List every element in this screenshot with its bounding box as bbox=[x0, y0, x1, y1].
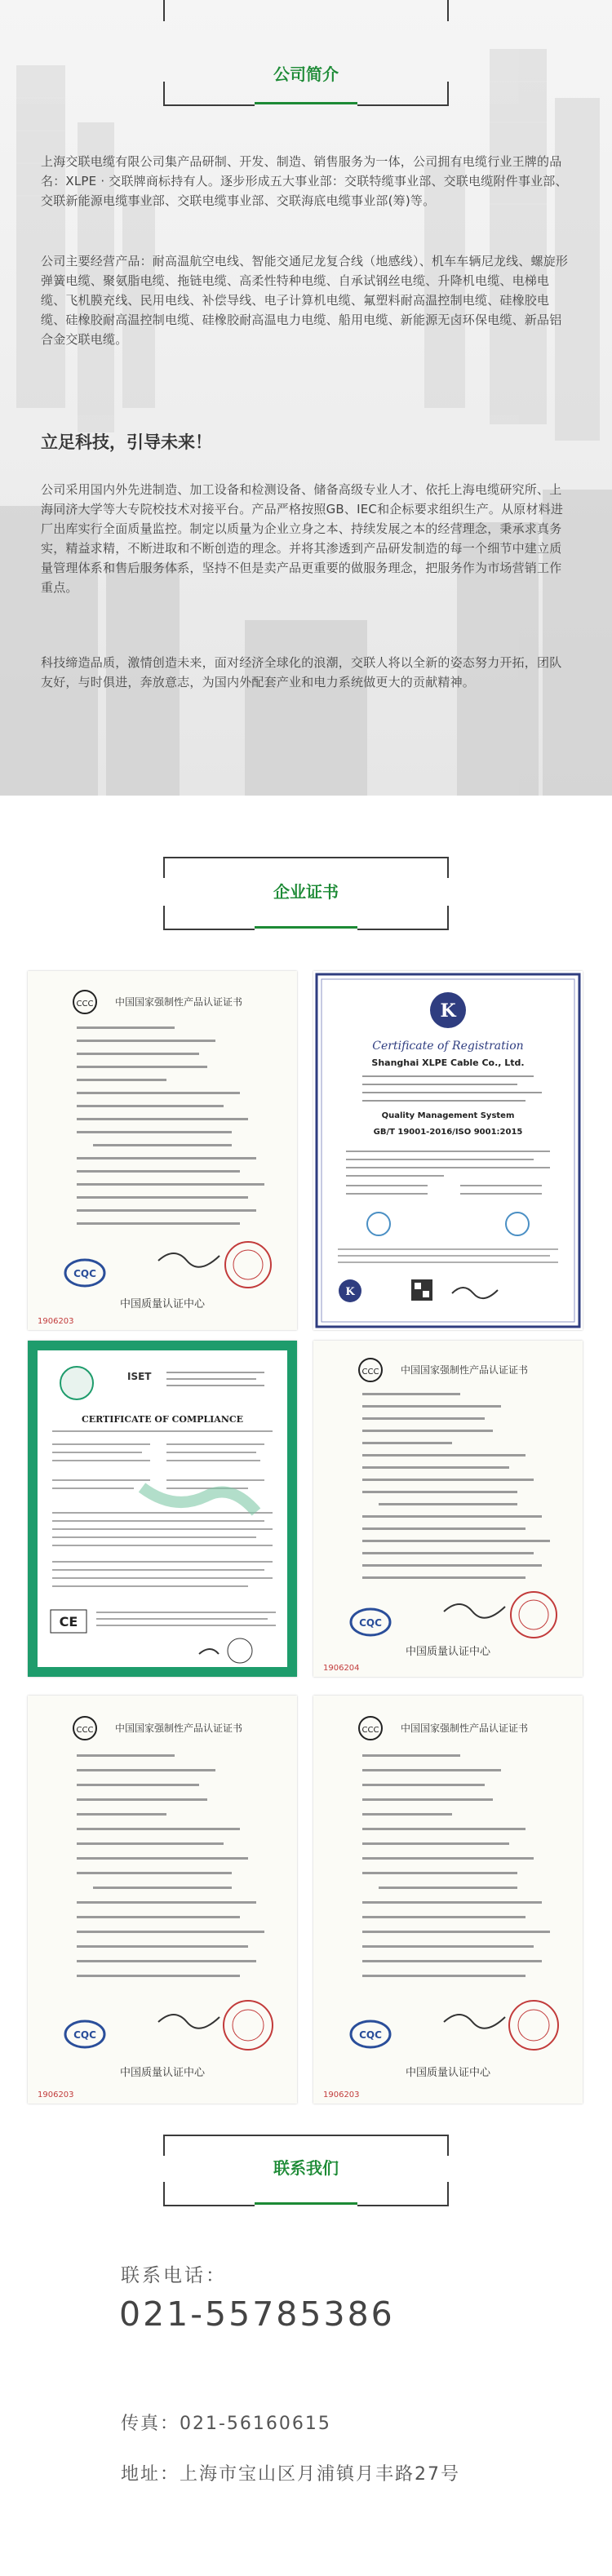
phone-label: 联系电话： bbox=[121, 2265, 227, 2286]
title-frame-right bbox=[447, 857, 449, 878]
title-frame-left bbox=[163, 2135, 165, 2156]
title-frame-bottom-right bbox=[447, 906, 449, 930]
contact-title bbox=[163, 2135, 449, 2210]
intro-paragraph-1: 上海交联电缆有限公司集产品研制、开发、制造、销售服务为一体，公司拥有电缆行业王牌的品名：XLPE · 交联牌商标持有人。逐步形成五大事业部：交联特缆事业部、交联电缆附件事业部、交联新能源电缆事业部、交联电缆事业部、交联海底电缆事业部(筹)等。 bbox=[41, 154, 568, 208]
ccc-header: 中国国家强制性产品认证证书 bbox=[400, 1723, 529, 1734]
cqc-logo-text: CQC bbox=[73, 2029, 96, 2041]
iset-emblem-icon bbox=[60, 1367, 93, 1399]
serial-number: 1906203 bbox=[38, 1317, 74, 1326]
certificates-title bbox=[163, 857, 449, 932]
title-frame-base-left bbox=[163, 929, 255, 930]
intro-paragraph-4: 科技缔造品质，激情创造未来，面对经济全球化的浪潮，交联人将以全新的姿态努力开拓，团队友好，与时俱进，奔放意志，为国内外配套产业和电力系统做更大的贡献精神。 bbox=[41, 655, 562, 689]
title-frame-left bbox=[163, 857, 165, 878]
slogan: 立足科技，引导未来！ bbox=[41, 432, 212, 452]
title-frame-bottom-left bbox=[163, 906, 165, 930]
title-frame-base-left bbox=[163, 2205, 255, 2206]
title-frame-right bbox=[447, 2135, 449, 2156]
title-underline bbox=[255, 2202, 357, 2205]
title-frame-base-right bbox=[357, 104, 449, 106]
title-frame-bottom-left bbox=[163, 2182, 165, 2206]
iso-company: Shanghai XLPE Cable Co., Ltd. bbox=[371, 1057, 525, 1068]
title-frame-top bbox=[163, 2135, 449, 2136]
ccc-footer: 中国质量认证中心 bbox=[119, 2067, 206, 2079]
svg-text:CCC: CCC bbox=[76, 1000, 94, 1009]
ccc-certificate-3[interactable] bbox=[28, 1696, 297, 2104]
ccc-header: 中国国家强制性产品认证证书 bbox=[114, 1723, 243, 1734]
company-intro-section bbox=[0, 0, 612, 796]
qr-code-icon bbox=[411, 1279, 432, 1301]
title-frame-bottom-right bbox=[447, 2182, 449, 2206]
ccc-header: 中国国家强制性产品认证证书 bbox=[400, 1364, 529, 1376]
title-frame-base-right bbox=[357, 929, 449, 930]
svg-text:K: K bbox=[345, 1286, 355, 1298]
ccc-certificate-image bbox=[28, 971, 297, 1330]
compliance-brand: ISET bbox=[127, 1371, 152, 1382]
ccc-footer: 中国质量认证中心 bbox=[405, 1646, 491, 1658]
title-underline bbox=[255, 926, 357, 929]
svg-text:CCC: CCC bbox=[76, 1726, 94, 1735]
ccc-footer: 中国质量认证中心 bbox=[119, 1298, 206, 1310]
iso-heading: Certificate of Registration bbox=[372, 1040, 524, 1053]
iso-certificate[interactable] bbox=[313, 971, 583, 1330]
cqc-logo-text: CQC bbox=[73, 1268, 96, 1279]
certificates-section bbox=[0, 796, 612, 2142]
intro-title bbox=[163, 0, 449, 84]
iso-system: Quality Management System bbox=[381, 1111, 515, 1120]
intro-paragraph-2: 公司主要经营产品：耐高温航空电线、智能交通尼龙复合线（地感线）、机车车辆尼龙线、螺旋形弹簧电缆、聚氨脂电缆、拖链电缆、高柔性特种电缆、自承试钢丝电缆、升降机电缆、电梯电缆、飞机膜充线、民用电线、补偿导线、电子计算机电缆、氟塑料耐高温控制电缆、硅橡胶电缆、硅橡胶耐高温控制电缆、硅橡胶耐高温电力电缆、船用电缆、新能源无卤环保电缆、新品铝合金交联电缆。 bbox=[41, 254, 569, 347]
ccc-header: 中国国家强制性产品认证证书 bbox=[114, 996, 243, 1008]
svg-text:CCC: CCC bbox=[361, 1726, 379, 1735]
ccc-certificate-image bbox=[28, 1696, 297, 2104]
ce-certificate-image bbox=[28, 1341, 297, 1677]
ccc-certificate-4[interactable] bbox=[313, 1696, 583, 2104]
serial-number: 1906203 bbox=[38, 2091, 74, 2099]
serial-number: 1906203 bbox=[323, 2091, 360, 2099]
title-frame-top bbox=[163, 857, 449, 858]
compliance-heading: CERTIFICATE OF COMPLIANCE bbox=[81, 1414, 244, 1425]
title-frame-bottom-right bbox=[447, 82, 449, 106]
title-frame-bottom-left bbox=[163, 82, 165, 106]
certificates-title-label: 企业证书 bbox=[273, 882, 339, 902]
title-frame-base-right bbox=[357, 2205, 449, 2206]
ccc-certificate-image bbox=[313, 1341, 583, 1677]
contact-section bbox=[0, 2113, 612, 2576]
ccc-footer: 中国质量认证中心 bbox=[405, 2067, 491, 2079]
cqc-logo-text: CQC bbox=[359, 1617, 382, 1629]
svg-text:K: K bbox=[440, 1000, 456, 1022]
address-line: 地址：上海市宝山区月浦镇月丰路27号 bbox=[121, 2464, 460, 2485]
intro-title-label: 公司简介 bbox=[273, 64, 339, 84]
ce-compliance-certificate[interactable] bbox=[28, 1341, 297, 1677]
intro-paragraph-3: 公司采用国内外先进制造、加工设备和检测设备、储备高级专业人才、依托上海电缆研究所、上海同济大学等大专院校技术对接平台。产品严格按照GB、IEC和企标要求组织生产。从原材料进厂出库实行全面质量监控。制定以质量为企业立身之本、持续发展之本的经营理念，秉承求真务实，精益求精，不断进取和不断创造的理念。并将其渗透到产品研发制造的每一个细节中建立质量管理体系和售后服务体系，坚持不但是卖产品更重要的做服务理念，把服务作为市场营销工作重点。 bbox=[41, 482, 564, 595]
ce-mark: CE bbox=[59, 1614, 78, 1629]
svg-text:CCC: CCC bbox=[361, 1368, 379, 1377]
ccc-certificate-2[interactable] bbox=[313, 1341, 583, 1677]
phone-number[interactable]: 021-55785386 bbox=[119, 2294, 395, 2334]
iso-certificate-image bbox=[313, 971, 583, 1330]
contact-title-label: 联系我们 bbox=[273, 2158, 339, 2178]
fax-line: 传真：021-56160615 bbox=[121, 2414, 331, 2434]
title-frame-left bbox=[163, 0, 165, 21]
title-frame-right bbox=[447, 0, 449, 21]
ccc-certificate-image bbox=[313, 1696, 583, 2104]
title-frame-base-left bbox=[163, 104, 255, 106]
serial-number: 1906204 bbox=[323, 1664, 360, 1673]
iso-standard: GB/T 19001-2016/ISO 9001:2015 bbox=[373, 1128, 523, 1137]
cqc-logo-text: CQC bbox=[359, 2029, 382, 2041]
title-underline bbox=[255, 102, 357, 104]
ccc-certificate-1[interactable] bbox=[28, 971, 297, 1330]
